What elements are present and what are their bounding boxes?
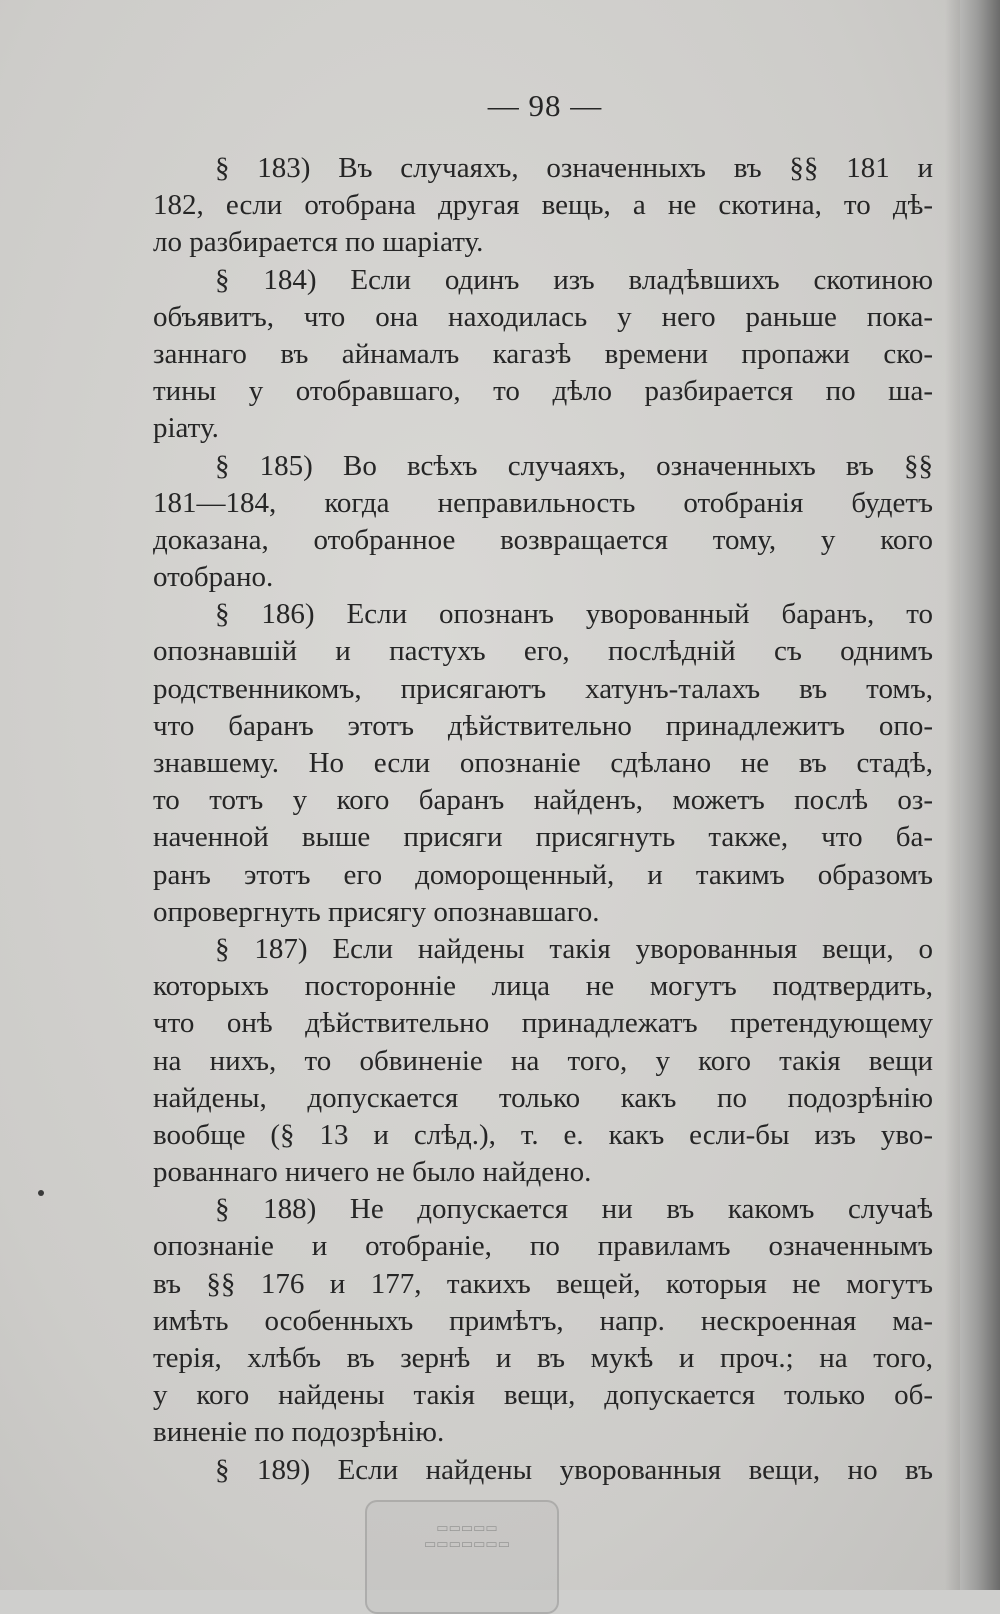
text-line: опровергнуть присягу опознавшаго. <box>153 895 600 928</box>
text-line: что онѣ дѣйствительно принадлежатъ претендующему <box>153 1007 933 1040</box>
text-line: ріату. <box>153 412 219 445</box>
text-line: на нихъ, то обвиненіе на того, у кого такія вещи <box>153 1044 933 1077</box>
paragraph <box>153 931 933 1191</box>
text-line: опознаніе и отобраніе, по правиламъ означеннымъ <box>153 1230 933 1263</box>
text-line: то тотъ у кого баранъ найденъ, можетъ послѣ оз- <box>153 784 933 817</box>
text-line: доказана, отобранное возвращается тому, у кого <box>153 523 933 556</box>
text-line: тины у отобравшаго, то дѣло разбирается по ша- <box>153 375 933 408</box>
text-line: отобрано. <box>153 561 274 594</box>
text-line: опознавшій и пастухъ его, послѣдній съ однимъ <box>153 635 933 668</box>
ink-speck <box>38 1190 44 1196</box>
page-edge-shadow <box>945 0 1000 1590</box>
paragraph <box>153 262 933 448</box>
text-line: у кого найдены такія вещи, допускается только об- <box>153 1379 933 1412</box>
text-line: § 187) Если найдены такія уворованныя вещи, о <box>215 932 933 965</box>
text-line: терія, хлѣбъ въ зернѣ и въ мукѣ и проч.; на того, <box>153 1342 933 1374</box>
text-line: § 183) Въ случаяхъ, означенныхъ въ §§ 181 и <box>215 152 933 184</box>
text-line: 182, если отобрана другая вещь, а не скотина, то дѣ- <box>153 189 933 222</box>
text-line: ранъ этотъ его доморощенный, и такимъ образомъ <box>153 858 933 891</box>
text-line: рованнаго ничего не было найдено. <box>153 1156 592 1189</box>
page-number: — 98 — <box>487 88 603 123</box>
text-line: § 186) Если опознанъ уворованный баранъ, то <box>215 598 933 631</box>
library-stamp <box>365 1500 559 1614</box>
paragraph <box>153 1452 933 1489</box>
text-line: вообще (§ 13 и слѣд.), т. е. какъ если-бы изъ уво- <box>153 1118 933 1151</box>
text-line: § 188) Не допускается ни въ какомъ случаѣ <box>215 1193 933 1226</box>
text-line: наченной выше присяги присягнуть также, что ба- <box>153 821 933 854</box>
paragraph <box>153 596 933 931</box>
paragraph <box>153 448 933 597</box>
paragraph <box>153 1191 933 1451</box>
body-text <box>153 150 933 1489</box>
text-line: 181—184, когда неправильность отобранія будетъ <box>153 486 933 519</box>
text-line: § 184) Если одинъ изъ владѣвшихъ скотиною <box>215 263 933 296</box>
text-line: которыхъ посторонніе лица не могутъ подтвердить, <box>153 970 933 1003</box>
paragraph <box>153 150 933 262</box>
text-line: знавшему. Но если опознаніе сдѣлано не въ стадѣ, <box>153 747 933 779</box>
text-line: объявитъ, что она находилась у него раньше пока- <box>153 300 933 333</box>
text-line: заннаго въ айнамалъ кагазѣ времени пропажи ско- <box>153 337 933 370</box>
text-line: § 189) Если найдены уворованныя вещи, но въ <box>215 1453 933 1486</box>
text-line: что баранъ этотъ дѣйствительно принадлежитъ опо- <box>153 709 933 742</box>
library-stamp-mark: ▭▭▭▭▭ ▭▭▭▭▭▭▭ <box>424 1520 510 1551</box>
text-line: въ §§ 176 и 177, такихъ вещей, которыя не могутъ <box>153 1267 933 1300</box>
text-line: найдены, допускается только какъ по подозрѣнію <box>153 1081 933 1114</box>
text-line: § 185) Во всѣхъ случаяхъ, означенныхъ въ §§ <box>215 449 933 482</box>
text-line: родственникомъ, присягаютъ хатунъ-талахъ въ томъ, <box>153 672 933 705</box>
text-line: имѣть особенныхъ примѣтъ, напр. нескроенная ма- <box>153 1304 933 1337</box>
text-line: ло разбирается по шаріату. <box>153 226 484 259</box>
text-line: виненіе по подозрѣнію. <box>153 1416 445 1449</box>
